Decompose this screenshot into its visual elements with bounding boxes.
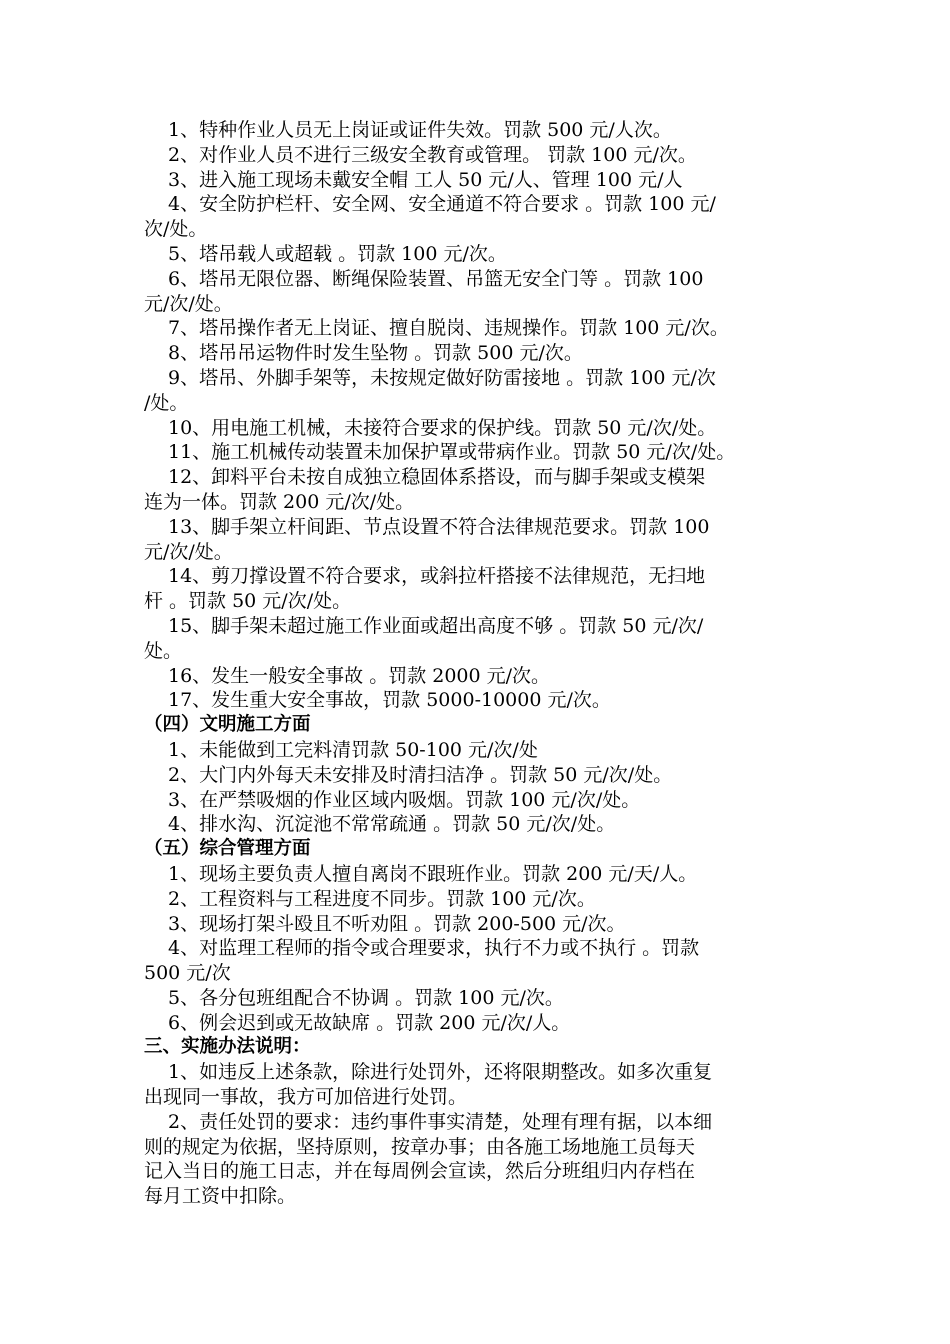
text-line: /处。 — [144, 391, 189, 414]
text-line: 次/处。 — [144, 218, 208, 241]
text-line: 2、对作业人员不进行三级安全教育或管理。 罚款 100 元/次。 — [168, 143, 697, 166]
text-line: 4、对监理工程师的指令或合理要求，执行不力或不执行 。罚款 — [168, 937, 700, 960]
text-line: 16、发生一般安全事故 。罚款 2000 元/次。 — [168, 664, 551, 687]
text-line: 500 元/次 — [144, 962, 231, 985]
text-line: 14、剪刀撑设置不符合要求，或斜拉杆搭接不法律规范，无扫地 — [168, 565, 706, 588]
text-line: 12、卸料平台未按自成独立稳固体系搭设，而与脚手架或支模架 — [168, 466, 706, 489]
text-line: 1、现场主要负责人擅自离岗不跟班作业。罚款 200 元/天/人。 — [168, 862, 698, 885]
text-line: 出现同一事故，我方可加倍进行处罚。 — [144, 1086, 468, 1109]
text-line: 每月工资中扣除。 — [144, 1185, 297, 1208]
text-line: 3、现场打架斗殴且不听劝阻 。罚款 200-500 元/次。 — [168, 912, 626, 935]
text-line: 13、脚手架立杆间距、节点设置不符合法律规范要求。罚款 100 — [168, 515, 710, 538]
text-line: 15、脚手架未超过施工作业面或超出高度不够 。罚款 50 元/次/ — [168, 614, 704, 637]
text-line: 8、塔吊吊运物件时发生坠物 。罚款 500 元/次。 — [168, 342, 583, 365]
text-line: 4、安全防护栏杆、安全网、安全通道不符合要求 。罚款 100 元/ — [168, 193, 716, 216]
text-line: 10、用电施工机械，未接符合要求的保护线。罚款 50 元/次/处。 — [168, 416, 717, 439]
text-line: 杆 。罚款 50 元/次/处。 — [144, 590, 352, 613]
text-line: 11、施工机械传动装置未加保护罩或带病作业。罚款 50 元/次/处。 — [168, 441, 736, 464]
text-line: 3、在严禁吸烟的作业区域内吸烟。罚款 100 元/次/处。 — [168, 788, 641, 811]
document-body — [144, 118, 824, 1209]
text-line: 5、各分包班组配合不协调 。罚款 100 元/次。 — [168, 986, 564, 1009]
section-heading: （四）文明施工方面 — [144, 714, 311, 736]
text-line: 4、排水沟、沉淀池不常常疏通 。罚款 50 元/次/处。 — [168, 813, 616, 836]
text-line: 元/次/处。 — [144, 540, 233, 563]
text-line: 处。 — [144, 639, 183, 662]
text-line: 17、发生重大安全事故，罚款 5000-10000 元/次。 — [168, 689, 611, 712]
text-line: 1、未能做到工完料清罚款 50-100 元/次/处 — [168, 738, 538, 761]
text-line: 2、工程资料与工程进度不同步。罚款 100 元/次。 — [168, 887, 596, 910]
text-line: 连为一体。罚款 200 元/次/处。 — [144, 490, 415, 513]
section-heading: 三、实施办法说明： — [144, 1036, 311, 1058]
text-line: 6、塔吊无限位器、断绳保险装置、吊篮无安全门等 。罚款 100 — [168, 267, 704, 290]
text-line: 记入当日的施工日志，并在每周例会宣读，然后分班组归内存档在 — [144, 1160, 696, 1183]
text-line: 3、进入施工现场未戴安全帽 工人 50 元/人、管理 100 元/人 — [168, 168, 683, 191]
section-heading: （五）综合管理方面 — [144, 838, 311, 860]
text-line: 则的规定为依据，坚持原则，按章办事；由各施工场地施工员每天 — [144, 1135, 696, 1158]
text-line: 2、责任处罚的要求：违约事件事实清楚，处理有理有据，以本细 — [168, 1110, 713, 1133]
text-line: 1、特种作业人员无上岗证或证件失效。罚款 500 元/人次。 — [168, 119, 672, 141]
text-line: 6、例会迟到或无故缺席 。罚款 200 元/次/人。 — [168, 1011, 571, 1034]
text-line: 7、塔吊操作者无上岗证、擅自脱岗、违规操作。罚款 100 元/次。 — [168, 317, 729, 340]
text-line: 2、大门内外每天未安排及时清扫洁净 。罚款 50 元/次/处。 — [168, 763, 673, 786]
text-line: 9、塔吊、外脚手架等，未按规定做好防雷接地 。罚款 100 元/次 — [168, 366, 716, 389]
text-line: 元/次/处。 — [144, 292, 233, 315]
text-line: 5、塔吊载人或超载 。罚款 100 元/次。 — [168, 242, 507, 265]
text-line: 1、如违反上述条款，除进行处罚外，还将限期整改。如多次重复 — [168, 1061, 713, 1084]
